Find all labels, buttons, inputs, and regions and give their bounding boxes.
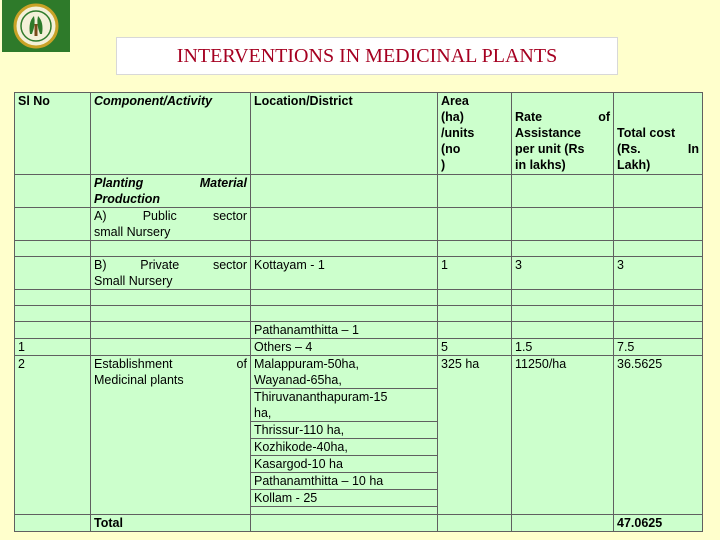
section-row [15, 175, 703, 208]
row2-location-3: Thrissur-110 ha, [251, 422, 438, 439]
row2-location-4: Kozhikode-40ha, [251, 439, 438, 456]
row2-location-7: Kollam - 25 [251, 490, 438, 507]
row2-location-6: Pathanamthitta – 10 ha [251, 473, 438, 490]
row2-location-2: Thiruvananthapuram-15 ha, [251, 389, 438, 422]
row2-location-1: Malappuram-50ha, Wayanad-65ha, [251, 356, 438, 389]
pathanamthitta-location: Pathanamthitta – 1 [251, 322, 438, 339]
header-row [15, 93, 703, 175]
row1-sl-no: 1 [15, 339, 91, 356]
public-sector-label: A) Public sector small Nursery [91, 208, 251, 241]
total-row [15, 515, 703, 532]
state-emblem-icon [8, 2, 64, 50]
private-rate: 3 [512, 257, 614, 290]
row2-location-5: Kasargod-10 ha [251, 456, 438, 473]
total-value: 47.0625 [614, 515, 703, 532]
table-row [15, 290, 703, 306]
header-total: Total cost (Rs. In Lakh) [614, 93, 703, 175]
private-total: 3 [614, 257, 703, 290]
row1-total: 7.5 [614, 339, 703, 356]
logo [2, 0, 70, 52]
row2-component: Establishment of Medicinal plants [91, 356, 251, 515]
header-area: Area (ha) /units (no ) [438, 93, 512, 175]
private-location: Kottayam - 1 [251, 257, 438, 290]
row2-sl-no: 2 [15, 356, 91, 515]
row1-location: Others – 4 [251, 339, 438, 356]
total-label: Total [91, 515, 251, 532]
row1-area: 5 [438, 339, 512, 356]
row1-rate: 1.5 [512, 339, 614, 356]
header-component: Component/Activity [91, 93, 251, 175]
interventions-table [14, 92, 703, 532]
page-title: INTERVENTIONS IN MEDICINAL PLANTS [176, 44, 558, 67]
table-row [15, 306, 703, 322]
table-row [15, 241, 703, 257]
section-planting-material: Planting Material Production [91, 175, 251, 208]
row2-total: 36.5625 [614, 356, 703, 515]
table-row [15, 339, 703, 356]
table-row [15, 208, 703, 241]
table-row [15, 322, 703, 339]
private-area: 1 [438, 257, 512, 290]
header-rate: Rate of Assistance per unit (Rs in lakhs) [512, 93, 614, 175]
header-location: Location/District [251, 93, 438, 175]
header-sl-no: Sl No [15, 93, 91, 175]
title-box [116, 37, 618, 75]
row2-rate: 11250/ha [512, 356, 614, 515]
table-row [15, 356, 703, 389]
private-sector-label: B) Private sector Small Nursery [91, 257, 251, 290]
table-row [15, 257, 703, 290]
row2-area: 325 ha [438, 356, 512, 515]
